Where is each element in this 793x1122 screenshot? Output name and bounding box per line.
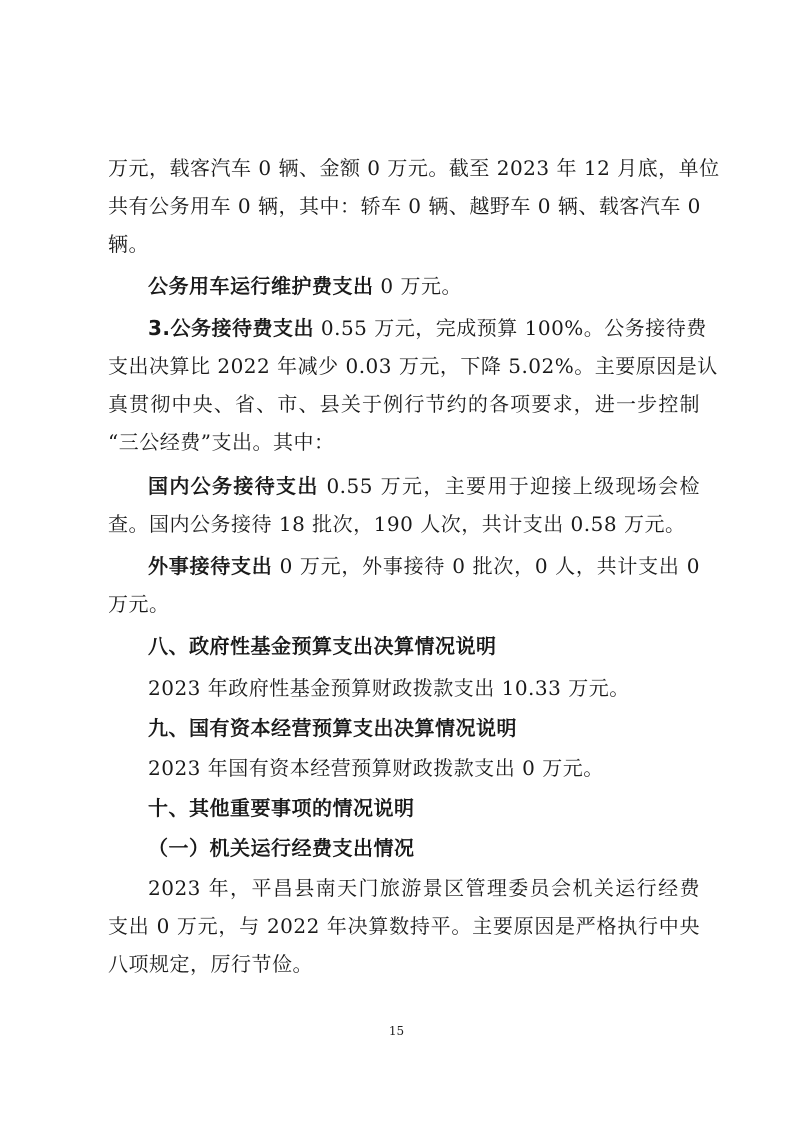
body-line: “三公经费”支出。其中： bbox=[108, 430, 335, 454]
reception-paragraph-line1 bbox=[148, 314, 707, 342]
domestic-reception-text: 0.55 万元，主要用于迎接上级现场会检 bbox=[318, 474, 700, 498]
section-heading-8: 八、政府性基金预算支出决算情况说明 bbox=[148, 634, 497, 658]
domestic-reception-paragraph bbox=[148, 472, 700, 500]
domestic-reception-label: 国内公务接待支出 bbox=[148, 474, 319, 498]
section-heading-10: 十、其他重要事项的情况说明 bbox=[148, 796, 415, 820]
car-maintenance-label: 公务用车运行维护费支出 bbox=[148, 274, 374, 298]
foreign-reception-label: 外事接待支出 bbox=[148, 554, 273, 578]
reception-text: 0.55 万元，完成预算 100%。公务接待费 bbox=[314, 316, 707, 340]
body-line: 八项规定，厉行节俭。 bbox=[108, 952, 313, 976]
body-line: 共有公务用车 0 辆，其中：轿车 0 辆、越野车 0 辆、载客汽车 0 bbox=[108, 194, 701, 218]
reception-label: 3.公务接待费支出 bbox=[148, 316, 315, 340]
foreign-reception-text: 0 万元，外事接待 0 批次，0 人，共计支出 0 bbox=[272, 554, 701, 578]
subsection-heading-10-1: （一）机关运行经费支出情况 bbox=[148, 836, 415, 860]
car-maintenance-text: 0 万元。 bbox=[373, 274, 462, 298]
body-line: 万元，载客汽车 0 辆、金额 0 万元。截至 2023 年 12 月底，单位 bbox=[108, 156, 720, 180]
foreign-reception-paragraph bbox=[148, 552, 700, 580]
body-line: 真贯彻中央、省、市、县关于例行节约的各项要求，进一步控制 bbox=[108, 392, 700, 416]
body-line: 支出 0 万元，与 2022 年决算数持平。主要原因是严格执行中央 bbox=[108, 914, 700, 938]
section-heading-9: 九、国有资本经营预算支出决算情况说明 bbox=[148, 716, 517, 740]
body-line: 支出决算比 2022 年减少 0.03 万元，下降 5.02%。主要原因是认 bbox=[108, 354, 718, 378]
body-line: 2023 年，平昌县南天门旅游景区管理委员会机关运行经费 bbox=[148, 876, 700, 900]
car-maintenance-paragraph bbox=[148, 272, 700, 300]
page-number: 15 bbox=[388, 1024, 405, 1038]
body-line: 查。国内公务接待 18 批次，190 人次，共计支出 0.58 万元。 bbox=[108, 512, 686, 536]
body-line: 2023 年国有资本经营预算财政拨款支出 0 万元。 bbox=[148, 756, 604, 780]
body-line: 辆。 bbox=[108, 232, 149, 256]
body-line: 2023 年政府性基金预算财政拨款支出 10.33 万元。 bbox=[148, 676, 630, 700]
body-line: 万元。 bbox=[108, 592, 170, 616]
